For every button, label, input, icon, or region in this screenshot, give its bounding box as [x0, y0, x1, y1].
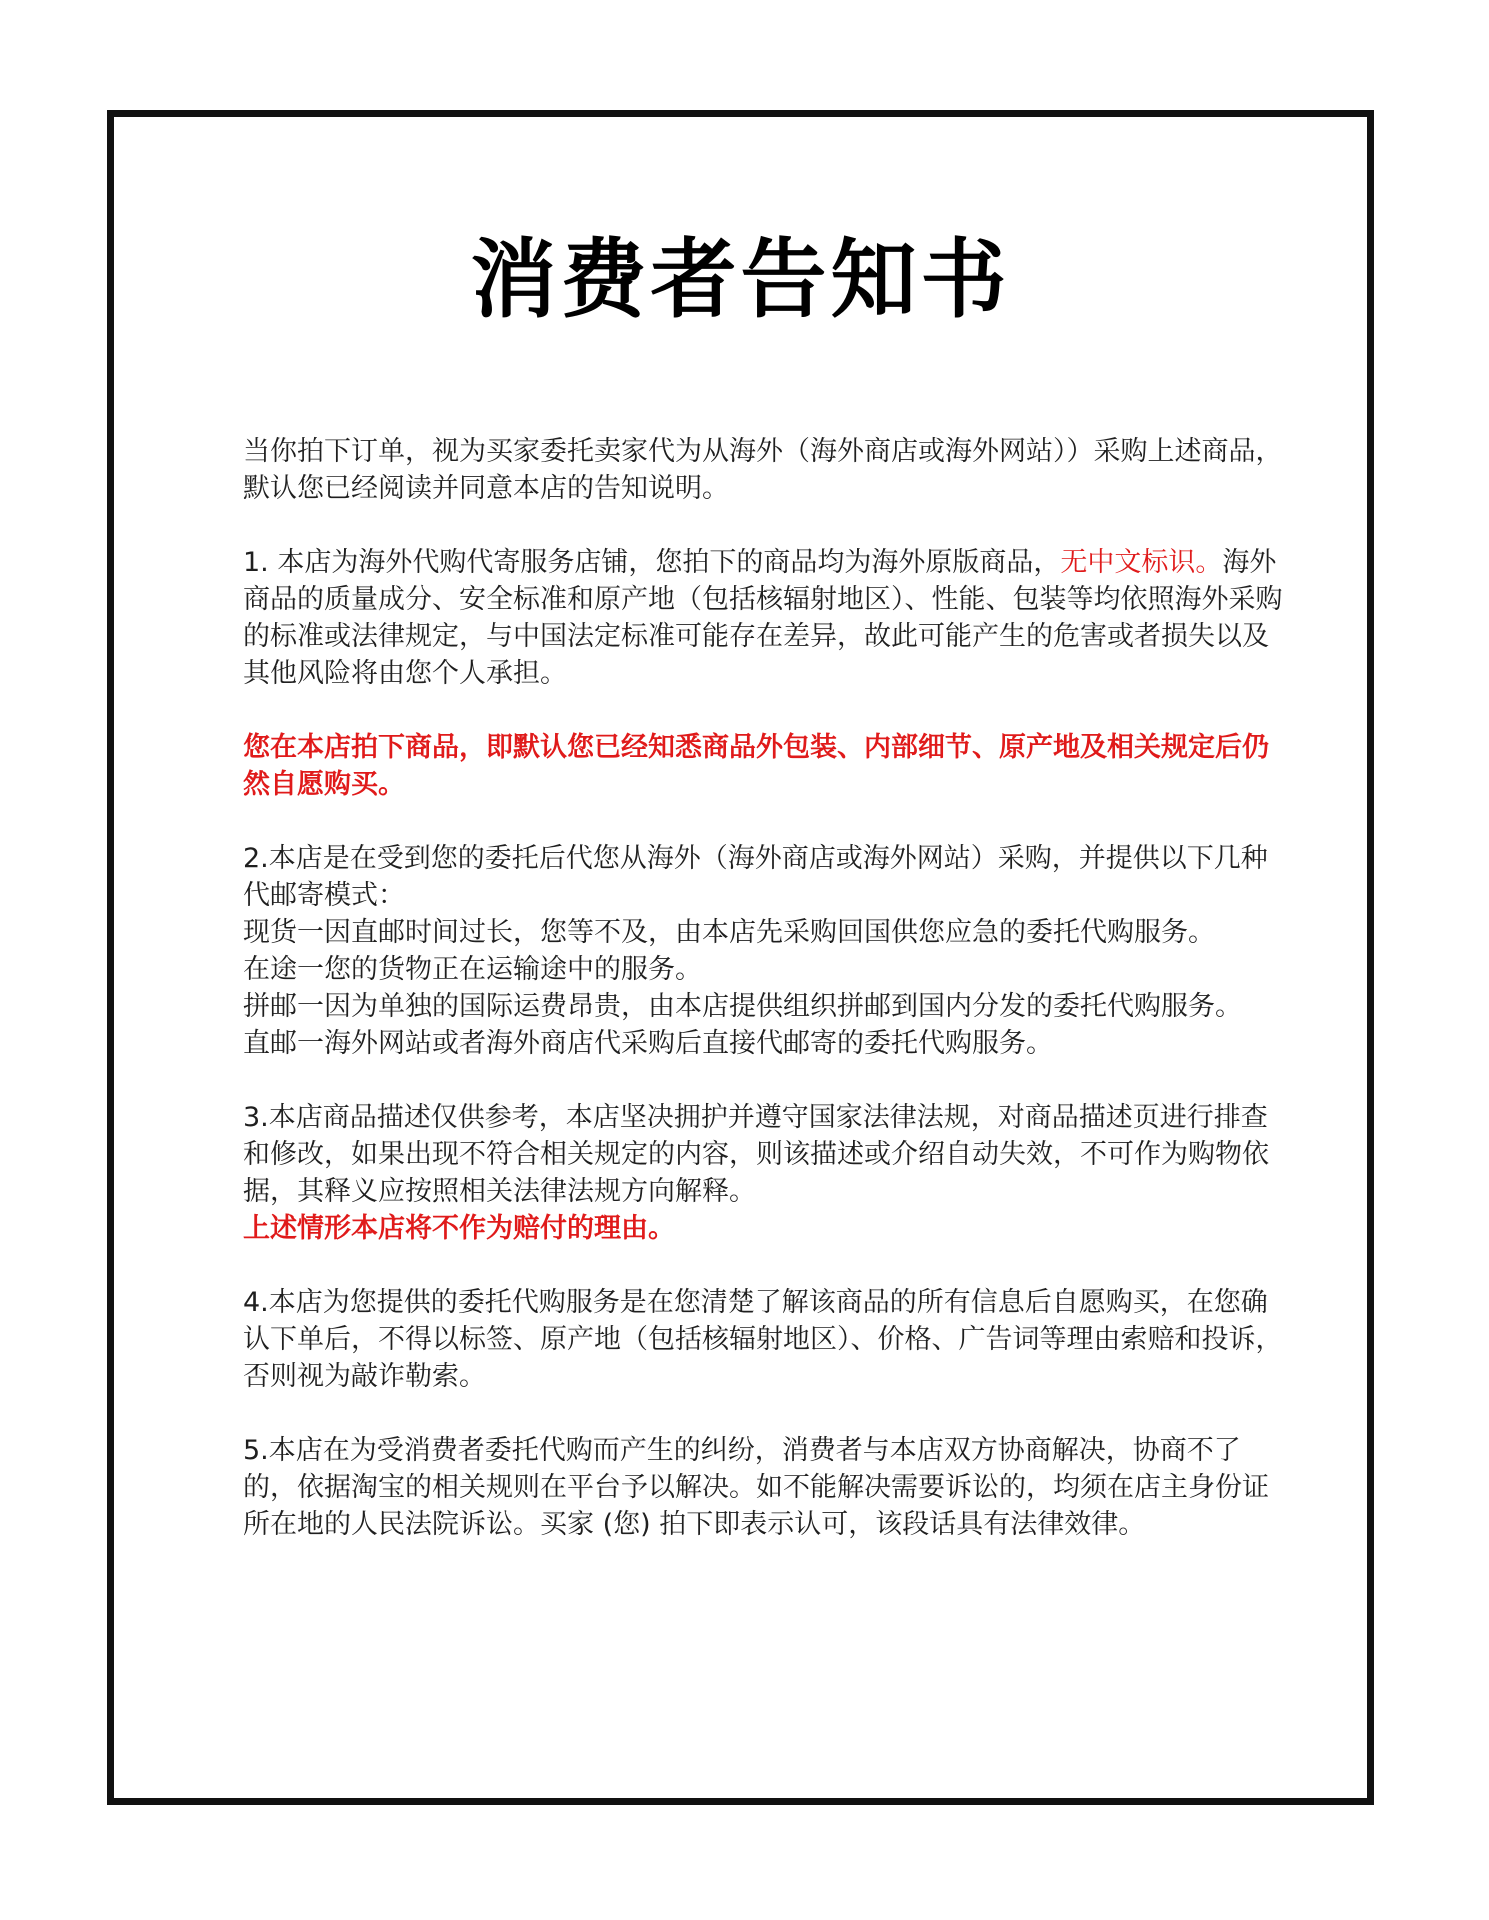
section-1-highlight: 无中文标识。	[1060, 547, 1223, 578]
warning-paragraph	[243, 729, 1293, 803]
mode-item-combined: 拼邮一因为单独的国际运费昂贵，由本店提供组织拼邮到国内分发的委托代购服务。	[243, 991, 1242, 1022]
section-5	[243, 1432, 1293, 1543]
section-1-rest: 海外商品的质量成分、安全标准和原产地（包括核辐射地区）、性能、包装等均依照海外采购的标准或法律规定，与中国法定标准可能存在差异，故此可能产生的危害或者损失以及其他风险将由您个人承担。	[243, 547, 1283, 689]
section-5-text: 5.本店在为受消费者委托代购而产生的纠纷，消费者与本店双方协商解决，协商不了的，依据淘宝的相关规则在平台予以解决。如不能解决需要诉讼的，均须在店主身份证所在地的人民法院诉讼。买家 (您) 拍下即表示认可，该段话具有法律效律。	[243, 1435, 1269, 1540]
warning-text: 您在本店拍下商品，即默认您已经知悉商品外包装、内部细节、原产地及相关规定后仍然自愿购买。	[243, 732, 1269, 800]
intro-paragraph	[243, 433, 1293, 507]
notice-body	[243, 433, 1293, 1580]
section-3-text: 3.本店商品描述仅供参考，本店坚决拥护并遵守国家法律法规，对商品描述页进行排查和修改，如果出现不符合相关规定的内容，则该描述或介绍自动失效，不可作为购物依据，其释义应按照相关法律法规方向解释。	[243, 1102, 1269, 1207]
section-1-lead: 1. 本店为海外代购代寄服务店铺，您拍下的商品均为海外原版商品，	[243, 547, 1061, 578]
mode-item-spot: 现货一因直邮时间过长，您等不及，由本店先采购回国供您应急的委托代购服务。	[243, 917, 1215, 948]
section-1	[243, 544, 1293, 692]
section-3	[243, 1099, 1293, 1247]
section-1-text	[243, 544, 1293, 692]
mode-item-direct: 直邮一海外网站或者海外商店代采购后直接代邮寄的委托代购服务。	[243, 1028, 1053, 1059]
section-3-note: 上述情形本店将不作为赔付的理由。	[243, 1213, 675, 1244]
mode-item-in-transit: 在途一您的货物正在运输途中的服务。	[243, 954, 702, 985]
intro-text: 当你拍下订单，视为买家委托卖家代为从海外（海外商店或海外网站））采购上述商品，默认您已经阅读并同意本店的告知说明。	[243, 436, 1283, 504]
section-4-text: 4.本店为您提供的委托代购服务是在您清楚了解该商品的所有信息后自愿购买，在您确认下单后，不得以标签、原产地（包括核辐射地区）、价格、广告词等理由索赔和投诉，否则视为敲诈勒索。	[243, 1287, 1283, 1392]
section-2-lead: 2.本店是在受到您的委托后代您从海外（海外商店或海外网站）采购，并提供以下几种代邮寄模式：	[243, 843, 1268, 911]
document-frame	[107, 110, 1374, 1805]
page-title: 消费者告知书	[470, 230, 1011, 330]
section-4	[243, 1284, 1293, 1395]
section-2	[243, 840, 1293, 1062]
